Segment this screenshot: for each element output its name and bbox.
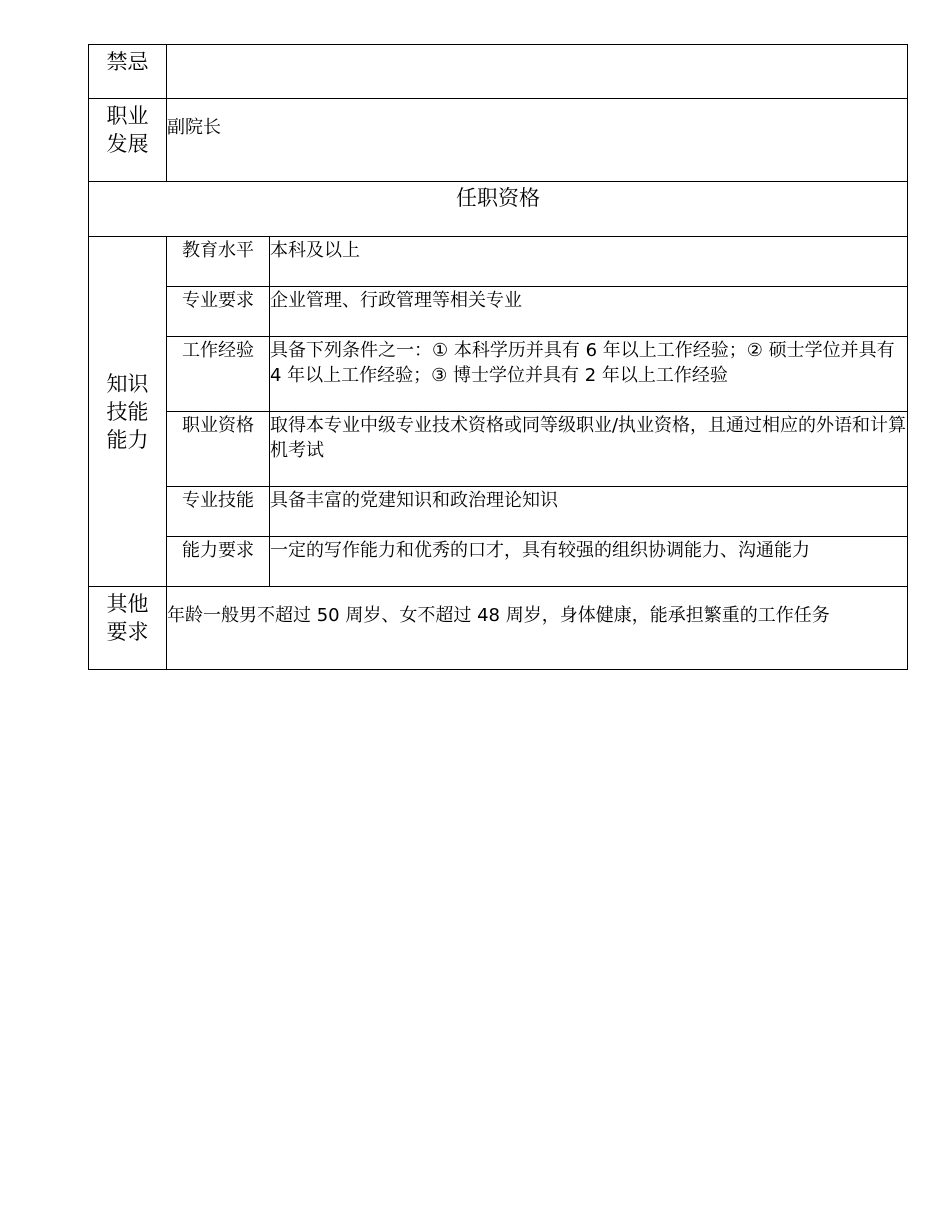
section-title: 任职资格 xyxy=(89,182,908,237)
knowledge-label-line3: 能力 xyxy=(106,427,149,452)
knowledge-label-line2: 技能 xyxy=(106,399,149,424)
taboo-row xyxy=(89,45,908,99)
career-label xyxy=(89,99,167,182)
taboo-value xyxy=(167,45,908,99)
knowledge-row xyxy=(89,537,908,587)
knowledge-row xyxy=(89,412,908,487)
experience-label: 工作经验 xyxy=(167,337,270,412)
education-value: 本科及以上 xyxy=(270,237,908,287)
qualification-value: 取得本专业中级专业技术资格或同等级职业/执业资格，且通过相应的外语和计算机考试 xyxy=(270,412,908,487)
education-label: 教育水平 xyxy=(167,237,270,287)
major-label: 专业要求 xyxy=(167,287,270,337)
other-label-line1: 其他 xyxy=(106,592,149,616)
knowledge-row xyxy=(89,337,908,412)
career-row xyxy=(89,99,908,182)
other-label xyxy=(89,587,167,670)
knowledge-row xyxy=(89,487,908,537)
experience-value: 具备下列条件之一：① 本科学历并具有 6 年以上工作经验；② 硕士学位并具有 4 年以上工作经验；③ 博士学位并具有 2 年以上工作经验 xyxy=(270,337,908,412)
skill-label: 专业技能 xyxy=(167,487,270,537)
career-label-line1: 职业 xyxy=(106,104,149,128)
career-label-line2: 发展 xyxy=(106,132,149,156)
qualification-label: 职业资格 xyxy=(167,412,270,487)
other-row xyxy=(89,587,908,670)
knowledge-label xyxy=(89,237,167,587)
major-value: 企业管理、行政管理等相关专业 xyxy=(270,287,908,337)
other-value: 年龄一般男不超过 50 周岁、女不超过 48 周岁，身体健康，能承担繁重的工作任务 xyxy=(167,587,908,670)
ability-value: 一定的写作能力和优秀的口才，具有较强的组织协调能力、沟通能力 xyxy=(270,537,908,587)
taboo-label xyxy=(89,45,167,99)
knowledge-row xyxy=(89,237,908,287)
ability-label: 能力要求 xyxy=(167,537,270,587)
other-label-line2: 要求 xyxy=(106,620,149,644)
skill-value: 具备丰富的党建知识和政治理论知识 xyxy=(270,487,908,537)
taboo-label-text: 禁忌 xyxy=(106,50,149,74)
career-value: 副院长 xyxy=(167,99,908,182)
section-title-row xyxy=(89,182,908,237)
qualification-table xyxy=(88,44,908,670)
knowledge-row xyxy=(89,287,908,337)
knowledge-label-line1: 知识 xyxy=(106,371,149,396)
